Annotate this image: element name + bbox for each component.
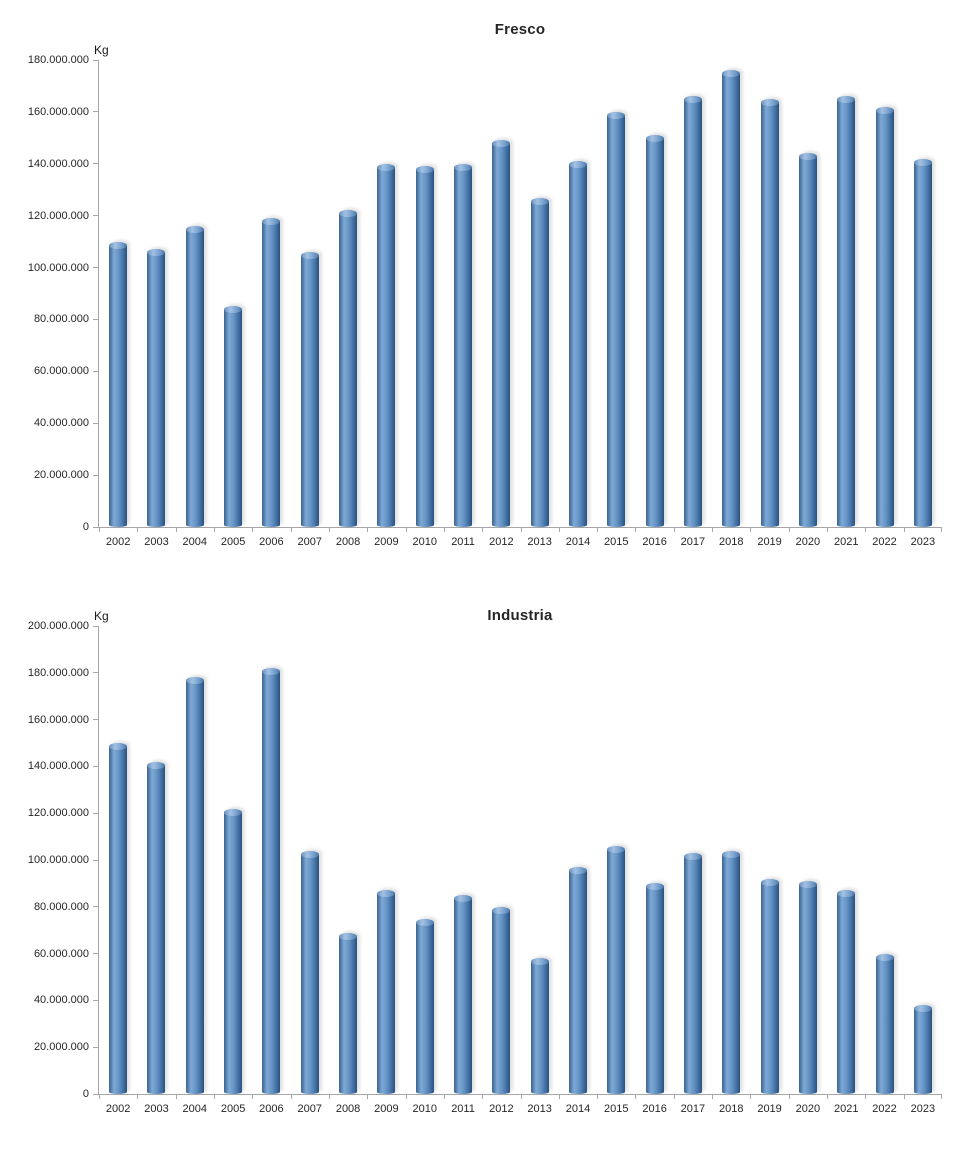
industria-bar-2005 <box>224 809 242 1094</box>
fresco-bar-2013 <box>531 198 549 527</box>
fresco-y-axis-tick-label: 140.000.000 <box>27 157 89 170</box>
industria-x-axis-tick <box>674 1095 675 1099</box>
industria-bar-2012 <box>492 907 510 1094</box>
industria-x-axis-year-label: 2010 <box>412 1103 437 1115</box>
industria-x-axis-tick <box>176 1095 177 1099</box>
fresco-y-axis-tick-label: 60.000.000 <box>33 365 89 378</box>
fresco-y-axis-tick <box>93 60 99 61</box>
industria-x-axis-tick <box>291 1095 292 1099</box>
industria-bar-2015 <box>607 846 625 1094</box>
industria-y-axis-tick <box>93 1000 99 1001</box>
industria-bar-2019 <box>761 879 779 1094</box>
fresco-x-axis-tick <box>559 528 560 532</box>
industria-bar-2002 <box>109 743 127 1094</box>
fresco-bar-2023 <box>914 159 932 527</box>
fresco-x-axis-tick <box>865 528 866 532</box>
fresco-y-axis-tick <box>93 163 99 164</box>
industria-y-axis-tick <box>93 860 99 861</box>
fresco-y-axis-tick <box>93 423 99 424</box>
industria-bar-2008 <box>339 933 357 1094</box>
fresco-y-axis-tick-label: 20.000.000 <box>33 469 89 482</box>
fresco-x-axis-tick <box>176 528 177 532</box>
fresco-x-axis-year-label: 2012 <box>489 536 514 548</box>
industria-x-axis-year-label: 2012 <box>489 1103 514 1115</box>
industria-y-axis-tick <box>93 672 99 673</box>
fresco-x-axis-tick <box>521 528 522 532</box>
industria-y-axis-tick-label: 140.000.000 <box>27 760 89 773</box>
fresco-x-axis-tick <box>712 528 713 532</box>
fresco-chart-title: Fresco <box>494 21 546 38</box>
fresco-chart <box>0 0 970 575</box>
industria-x-axis-tick <box>750 1095 751 1099</box>
industria-x-axis-tick <box>941 1095 942 1099</box>
fresco-x-axis-year-label: 2017 <box>680 536 706 548</box>
industria-x-axis-year-label: 2014 <box>565 1103 591 1115</box>
industria-x-axis-tick <box>214 1095 215 1099</box>
fresco-bar-2005 <box>224 306 242 527</box>
industria-x-axis-year-label: 2023 <box>910 1103 936 1115</box>
fresco-x-axis-year-label: 2022 <box>872 536 897 548</box>
fresco-x-axis-year-label: 2015 <box>604 536 629 548</box>
fresco-bar-2002 <box>109 242 127 527</box>
fresco-bar-2018 <box>722 70 740 527</box>
fresco-x-axis-year-label: 2010 <box>412 536 437 548</box>
fresco-x-axis-tick <box>99 528 100 532</box>
industria-bar-2022 <box>876 954 894 1094</box>
industria-bar-2021 <box>837 890 855 1094</box>
fresco-x-axis-tick <box>597 528 598 532</box>
fresco-x-axis-year-label: 2018 <box>719 536 744 548</box>
fresco-x-axis-year-label: 2009 <box>374 536 399 548</box>
fresco-y-axis-tick-label: 100.000.000 <box>27 261 89 274</box>
industria-x-axis-year-label: 2017 <box>680 1103 706 1115</box>
industria-x-axis-tick <box>329 1095 330 1099</box>
industria-bar-2018 <box>722 851 740 1094</box>
industria-bar-2004 <box>186 677 204 1094</box>
industria-x-axis-year-label: 2018 <box>719 1103 744 1115</box>
industria-y-axis-tick-label: 40.000.000 <box>33 994 89 1007</box>
industria-y-axis-tick-label: 60.000.000 <box>33 947 89 960</box>
fresco-bar-2017 <box>684 96 702 527</box>
industria-x-axis-tick <box>635 1095 636 1099</box>
fresco-x-axis-year-label: 2014 <box>565 536 591 548</box>
industria-bar-2017 <box>684 853 702 1094</box>
fresco-y-axis-tick-label: 180.000.000 <box>27 54 89 66</box>
industria-y-axis-tick <box>93 719 99 720</box>
industria-x-axis-year-label: 2015 <box>604 1103 629 1115</box>
fresco-x-axis-year-label: 2020 <box>795 536 821 548</box>
industria-y-axis-tick-label: 120.000.000 <box>27 807 89 820</box>
industria-y-axis-tick <box>93 766 99 767</box>
industria-y-axis-tick-label: 160.000.000 <box>27 713 89 726</box>
fresco-x-axis-year-label: 2011 <box>451 536 475 548</box>
industria-y-axis-tick-label: 200.000.000 <box>27 620 89 632</box>
fresco-bar-2020 <box>799 153 817 527</box>
fresco-x-axis-year-label: 2004 <box>182 536 208 548</box>
industria-bar-2006 <box>262 668 280 1094</box>
industria-y-axis-tick <box>93 906 99 907</box>
fresco-x-axis-tick <box>406 528 407 532</box>
industria-y-axis-unit-label: Kg <box>94 609 109 623</box>
industria-y-axis-tick <box>93 813 99 814</box>
industria-x-axis-tick <box>99 1095 100 1099</box>
industria-y-axis-tick-label: 0 <box>82 1088 89 1100</box>
industria-x-axis-year-label: 2013 <box>527 1103 552 1115</box>
fresco-x-axis-tick <box>291 528 292 532</box>
fresco-bar-2022 <box>876 107 894 527</box>
fresco-x-axis-tick <box>482 528 483 532</box>
fresco-y-axis-tick <box>93 475 99 476</box>
fresco-x-axis-tick <box>137 528 138 532</box>
industria-y-axis-tick <box>93 1047 99 1048</box>
industria-y-axis-tick <box>93 626 99 627</box>
fresco-y-axis-tick <box>93 319 99 320</box>
industria-y-axis-tick-label: 180.000.000 <box>27 666 89 679</box>
fresco-bar-2019 <box>761 99 779 527</box>
fresco-y-axis-tick-label: 40.000.000 <box>33 417 89 430</box>
fresco-x-axis-year-label: 2005 <box>220 536 246 548</box>
industria-x-axis-year-label: 2005 <box>220 1103 246 1115</box>
fresco-bar-2003 <box>147 249 165 527</box>
industria-x-axis-tick <box>444 1095 445 1099</box>
fresco-bar-2004 <box>186 226 204 527</box>
industria-x-axis-tick <box>865 1095 866 1099</box>
fresco-plot-wrap <box>27 43 942 548</box>
fresco-x-axis-tick <box>674 528 675 532</box>
fresco-bar-2012 <box>492 140 510 527</box>
fresco-x-axis-tick <box>827 528 828 532</box>
industria-bar-2011 <box>454 895 472 1094</box>
fresco-x-axis-tick <box>329 528 330 532</box>
industria-y-axis-tick-label: 80.000.000 <box>33 900 89 913</box>
fresco-x-axis-year-label: 2006 <box>259 536 284 548</box>
fresco-bar-2014 <box>569 161 587 527</box>
industria-x-axis-tick <box>827 1095 828 1099</box>
industria-x-axis-tick <box>137 1095 138 1099</box>
industria-x-axis-tick <box>406 1095 407 1099</box>
fresco-bar-2021 <box>837 96 855 527</box>
industria-bar-2010 <box>416 919 434 1095</box>
industria-x-axis-year-label: 2011 <box>451 1103 475 1115</box>
industria-x-axis-tick <box>904 1095 905 1099</box>
industria-x-axis-year-label: 2003 <box>144 1103 169 1115</box>
industria-x-axis-year-label: 2020 <box>795 1103 821 1115</box>
fresco-x-axis-tick <box>635 528 636 532</box>
industria-bar-2016 <box>646 883 664 1094</box>
industria-bar-2013 <box>531 958 549 1094</box>
fresco-y-axis-tick-label: 120.000.000 <box>27 209 89 222</box>
fresco-bar-2008 <box>339 210 357 527</box>
fresco-x-axis-year-label: 2003 <box>144 536 169 548</box>
industria-bar-2003 <box>147 762 165 1094</box>
industria-x-axis-tick <box>712 1095 713 1099</box>
industria-x-axis-year-label: 2006 <box>259 1103 284 1115</box>
fresco-y-axis-tick <box>93 371 99 372</box>
industria-x-axis-tick <box>597 1095 598 1099</box>
fresco-y-axis-unit-label: Kg <box>94 43 109 57</box>
industria-x-axis-year-label: 2002 <box>105 1103 131 1115</box>
industria-chart-title: Industria <box>487 607 553 624</box>
fresco-bar-2010 <box>416 166 434 527</box>
fresco-x-axis-tick <box>904 528 905 532</box>
fresco-bar-2011 <box>454 164 472 527</box>
fresco-y-axis-tick-label: 80.000.000 <box>33 313 89 326</box>
fresco-y-axis-tick <box>93 267 99 268</box>
fresco-x-axis-year-label: 2016 <box>642 536 667 548</box>
fresco-y-axis-tick <box>93 215 99 216</box>
fresco-x-axis-year-label: 2021 <box>833 536 859 548</box>
fresco-x-axis-year-label: 2013 <box>527 536 552 548</box>
fresco-x-axis-tick <box>444 528 445 532</box>
industria-y-axis-tick-label: 100.000.000 <box>27 854 89 866</box>
industria-x-axis-year-label: 2022 <box>872 1103 897 1115</box>
fresco-y-axis-tick <box>93 111 99 112</box>
fresco-plot-area <box>27 54 942 548</box>
industria-x-axis-year-label: 2009 <box>374 1103 399 1115</box>
fresco-x-axis-tick <box>214 528 215 532</box>
industria-bar-2023 <box>914 1005 932 1094</box>
industria-bar-2014 <box>569 867 587 1094</box>
fresco-x-axis-year-label: 2008 <box>335 536 361 548</box>
industria-x-axis-year-label: 2004 <box>182 1103 208 1115</box>
industria-bar-2020 <box>799 881 817 1094</box>
industria-x-axis-year-label: 2019 <box>757 1103 782 1115</box>
industria-x-axis-tick <box>252 1095 253 1099</box>
industria-x-axis-tick <box>367 1095 368 1099</box>
fresco-bar-2007 <box>301 252 319 527</box>
industria-x-axis-year-label: 2008 <box>335 1103 361 1115</box>
fresco-x-axis-year-label: 2023 <box>910 536 936 548</box>
industria-x-axis-year-label: 2016 <box>642 1103 667 1115</box>
fresco-x-axis-tick <box>252 528 253 532</box>
industria-plot-area <box>27 620 942 1115</box>
industria-bar-2007 <box>301 851 319 1094</box>
industria-bar-2009 <box>377 890 395 1094</box>
fresco-x-axis-tick <box>789 528 790 532</box>
fresco-x-axis-tick <box>367 528 368 532</box>
industria-x-axis-tick <box>521 1095 522 1099</box>
industria-chart <box>0 575 970 1151</box>
industria-y-axis-tick-label: 20.000.000 <box>33 1041 89 1054</box>
industria-x-axis-year-label: 2021 <box>833 1103 859 1115</box>
fresco-bar-2015 <box>607 112 625 527</box>
fresco-x-axis-year-label: 2019 <box>757 536 782 548</box>
fresco-x-axis-tick <box>750 528 751 532</box>
fresco-y-axis-tick-label: 160.000.000 <box>27 105 89 118</box>
fresco-x-axis-year-label: 2007 <box>297 536 322 548</box>
industria-x-axis-tick <box>482 1095 483 1099</box>
fresco-x-axis-tick <box>941 528 942 532</box>
fresco-y-axis-tick-label: 0 <box>82 521 89 533</box>
industria-x-axis-tick <box>789 1095 790 1099</box>
fresco-bar-2006 <box>262 218 280 527</box>
industria-y-axis-tick <box>93 953 99 954</box>
fresco-bar-2016 <box>646 135 664 527</box>
fresco-bar-2009 <box>377 164 395 527</box>
industria-x-axis-tick <box>559 1095 560 1099</box>
fresco-x-axis-year-label: 2002 <box>105 536 131 548</box>
industria-x-axis-year-label: 2007 <box>297 1103 322 1115</box>
